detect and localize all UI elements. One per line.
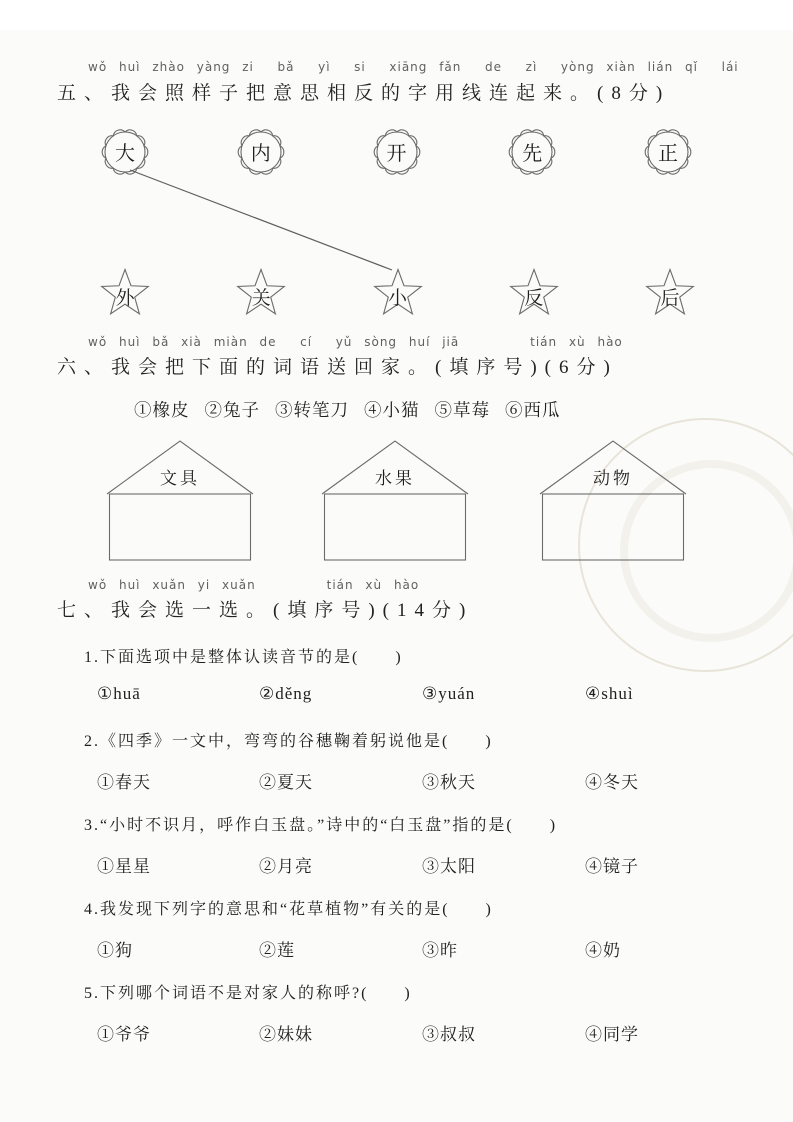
section5-pinyin: wǒ huì zhào yàng zi bǎ yì si xiāng fǎn de zì yòng xiàn lián qǐ lái bbox=[88, 60, 739, 74]
house-fruit[interactable] bbox=[321, 438, 469, 562]
choice-option[interactable]: ②夏天 bbox=[259, 773, 313, 792]
question-stem: 4.我发现下列字的意思和“花草植物”有关的是( ) bbox=[84, 901, 493, 918]
choice-option[interactable]: ②莲 bbox=[259, 941, 295, 960]
example-answer-line bbox=[124, 166, 404, 278]
choice-option[interactable]: ③叔叔 bbox=[422, 1025, 476, 1044]
choice-option[interactable]: ③秋天 bbox=[422, 773, 476, 792]
flower-badge[interactable] bbox=[506, 124, 558, 178]
star-char: 后 bbox=[660, 288, 680, 309]
choice-option[interactable]: ①星星 bbox=[97, 857, 151, 876]
choice-option[interactable]: ④同学 bbox=[585, 1025, 639, 1044]
choice-option[interactable]: ②月亮 bbox=[259, 857, 313, 876]
house-animal[interactable] bbox=[539, 438, 687, 562]
star-badge[interactable] bbox=[644, 268, 696, 318]
question-options bbox=[84, 768, 764, 793]
choice-option[interactable]: ④shuì bbox=[585, 684, 634, 703]
question-options bbox=[84, 852, 764, 877]
choice-option[interactable]: ①爷爷 bbox=[97, 1025, 151, 1044]
flower-badge[interactable] bbox=[371, 124, 423, 178]
word-option[interactable]: ⑥西瓜 bbox=[505, 400, 561, 420]
section5-star-row bbox=[99, 268, 696, 318]
flower-char: 正 bbox=[658, 142, 678, 165]
house-shape-icon bbox=[539, 438, 687, 562]
star-badge[interactable] bbox=[372, 268, 424, 318]
choice-option[interactable]: ③昨 bbox=[422, 941, 458, 960]
choice-option[interactable]: ④奶 bbox=[585, 941, 621, 960]
flower-char: 先 bbox=[522, 142, 543, 165]
star-badge[interactable] bbox=[508, 268, 560, 318]
section6-pinyin: wǒ huì bǎ xià miàn de cí yǔ sòng huí jiā tián xù hào bbox=[88, 335, 623, 349]
star-badge[interactable] bbox=[235, 268, 287, 318]
flower-badge[interactable] bbox=[642, 124, 694, 178]
question-stem: 2.《四季》一文中，弯弯的谷穗鞠着躬说他是( ) bbox=[84, 733, 493, 750]
choice-option[interactable]: ③太阳 bbox=[422, 857, 476, 876]
section6-word-options bbox=[134, 397, 561, 422]
question-3 bbox=[84, 812, 764, 877]
star-char: 小 bbox=[387, 288, 407, 309]
star-char: 反 bbox=[524, 288, 544, 309]
house-label: 水果 bbox=[375, 469, 415, 488]
star-char: 关 bbox=[251, 288, 271, 309]
question-4 bbox=[84, 896, 764, 961]
star-char: 外 bbox=[115, 288, 135, 309]
house-label: 文具 bbox=[160, 469, 200, 488]
section6-title: 六、我会把下面的词语送回家。(填序号)(6分) bbox=[57, 357, 618, 378]
choice-option[interactable]: ④镜子 bbox=[585, 857, 639, 876]
choice-option[interactable]: ①春天 bbox=[97, 773, 151, 792]
section7-title: 七、我会选一选。(填序号)(14分) bbox=[57, 600, 474, 621]
flower-char: 内 bbox=[250, 142, 271, 165]
section5-flower-row bbox=[99, 124, 694, 178]
house-label: 动物 bbox=[593, 469, 633, 488]
flower-badge[interactable] bbox=[235, 124, 287, 178]
question-stem: 5.下列哪个词语不是对家人的称呼?( ) bbox=[84, 985, 412, 1002]
section5-title: 五、我会照样子把意思相反的字用线连起来。(8分) bbox=[57, 83, 671, 104]
choice-option[interactable]: ①huā bbox=[97, 684, 141, 703]
house-shape-icon bbox=[321, 438, 469, 562]
choice-option[interactable]: ②妹妹 bbox=[259, 1025, 313, 1044]
scan-white-band bbox=[0, 0, 793, 30]
question-options bbox=[84, 1020, 764, 1045]
choice-option[interactable]: ②děng bbox=[259, 684, 313, 703]
house-stationery[interactable] bbox=[106, 438, 254, 562]
word-option[interactable]: ④小猫 bbox=[364, 400, 420, 420]
flower-char: 大 bbox=[115, 142, 135, 165]
question-stem: 3.“小时不识月，呼作白玉盘。”诗中的“白玉盘”指的是( ) bbox=[84, 817, 558, 834]
word-option[interactable]: ①橡皮 bbox=[134, 400, 190, 420]
star-badge[interactable] bbox=[99, 268, 151, 318]
question-options bbox=[84, 936, 764, 961]
choice-option[interactable]: ①狗 bbox=[97, 941, 133, 960]
word-option[interactable]: ⑤草莓 bbox=[434, 400, 490, 420]
question-1 bbox=[84, 644, 764, 704]
choice-option[interactable]: ④冬天 bbox=[585, 773, 639, 792]
flower-char: 开 bbox=[386, 142, 407, 165]
flower-badge[interactable] bbox=[99, 124, 151, 178]
question-stem: 1.下面选项中是整体认读音节的是( ) bbox=[84, 649, 403, 666]
section7-pinyin: wǒ huì xuǎn yi xuǎn tián xù hào bbox=[88, 578, 420, 592]
question-2 bbox=[84, 728, 764, 793]
question-5 bbox=[84, 980, 764, 1045]
question-options bbox=[84, 684, 764, 704]
word-option[interactable]: ③转笔刀 bbox=[275, 400, 349, 420]
word-option[interactable]: ②兔子 bbox=[204, 400, 260, 420]
choice-option[interactable]: ③yuán bbox=[422, 684, 476, 703]
house-shape-icon bbox=[106, 438, 254, 562]
